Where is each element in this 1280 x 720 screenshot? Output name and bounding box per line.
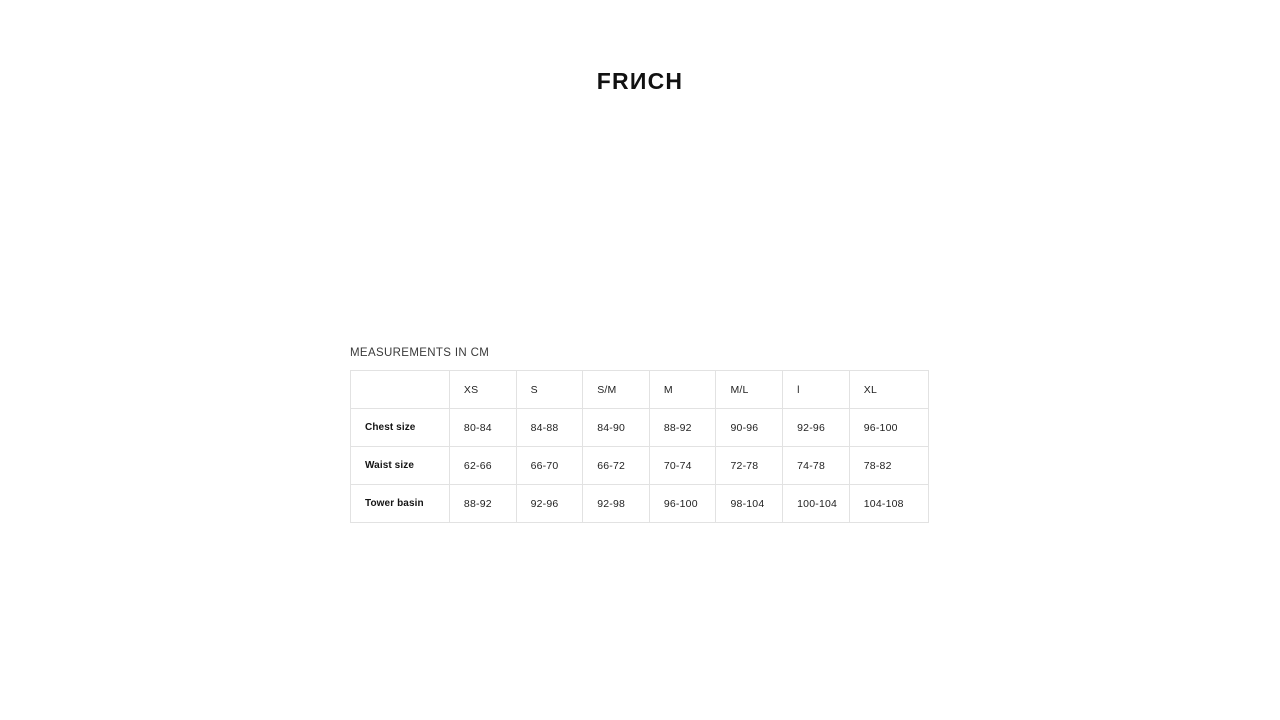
cell-chest-ml: 90-96	[716, 409, 783, 447]
table-header-cell-s: S	[516, 371, 583, 409]
cell-waist-s: 66-70	[516, 447, 583, 485]
cell-chest-xs: 80-84	[449, 409, 516, 447]
table-header-cell-empty	[351, 371, 450, 409]
table-header-cell-xs: XS	[449, 371, 516, 409]
cell-basin-l: 100-104	[783, 485, 850, 523]
table-header-row	[351, 371, 929, 409]
cell-chest-sm: 84-90	[583, 409, 650, 447]
brand-logo: FRИCH	[596, 68, 684, 94]
cell-basin-xs: 88-92	[449, 485, 516, 523]
cell-chest-xl: 96-100	[849, 409, 928, 447]
table-row	[351, 485, 929, 523]
size-chart-table	[350, 370, 929, 523]
cell-chest-l: 92-96	[783, 409, 850, 447]
size-chart-block	[350, 347, 930, 523]
table-header-cell-xl: XL	[849, 371, 928, 409]
table-row	[351, 409, 929, 447]
table-header-cell-ml: M/L	[716, 371, 783, 409]
table-row	[351, 447, 929, 485]
table-header-cell-l: l	[783, 371, 850, 409]
cell-waist-l: 74-78	[783, 447, 850, 485]
row-label-chest: Chest size	[351, 409, 450, 447]
table-header-cell-sm: S/M	[583, 371, 650, 409]
row-label-waist: Waist size	[351, 447, 450, 485]
cell-basin-s: 92-96	[516, 485, 583, 523]
table-header-cell-m: M	[649, 371, 716, 409]
measurements-caption: MEASUREMENTS IN CM	[350, 347, 490, 359]
row-label-tower-basin: Tower basin	[351, 485, 450, 523]
cell-waist-xs: 62-66	[449, 447, 516, 485]
cell-waist-ml: 72-78	[716, 447, 783, 485]
cell-basin-m: 96-100	[649, 485, 716, 523]
cell-waist-sm: 66-72	[583, 447, 650, 485]
cell-chest-m: 88-92	[649, 409, 716, 447]
cell-chest-s: 84-88	[516, 409, 583, 447]
cell-basin-ml: 98-104	[716, 485, 783, 523]
cell-basin-sm: 92-98	[583, 485, 650, 523]
cell-waist-m: 70-74	[649, 447, 716, 485]
cell-basin-xl: 104-108	[849, 485, 928, 523]
cell-waist-xl: 78-82	[849, 447, 928, 485]
